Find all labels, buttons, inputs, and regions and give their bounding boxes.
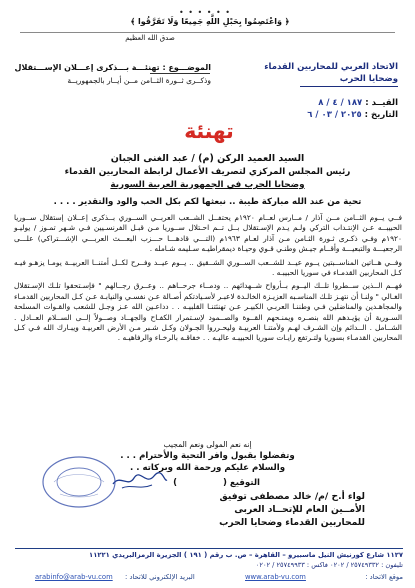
ref-label: القيــد : [365,98,398,108]
greeting: تحية من عند الله مباركة طيبة .. نبعثها لكم بكل الحب والود والتقدير . . . . [53,197,362,207]
paragraph-3: فهــم الــذين ســطروا تلــك اليــوم بــأرواح شــهدائهم .. ودمــاء جرحــاهم .. وعــرق رجــالهم " فإسـتحقوا تلـك الإسـتقلال الغـالي " ولنـا أن نتهـز تلـك المناسـبه العزيـزة الخالـدة لاعبـر لأسـيادتكم أصـالة عـن نفسـي والنيابـة عـن كـل المحاربين القدمـاء والمجاهـدين والمناضلين فـي وطننـا العربـي الكبيـر عـن تهنئتنـا القلبيـه . . دداعـين الله عـز وجـل للشعب والقـوات المسلحة السـورية أن يؤيـدهم الله بنصـره ويمنـحهم القــوة والصــمود لإسـتمرار الكفـاح والجهــاد وصــولاً إلــى الســلام العــادل . الشــامل . الــدائم وإن الشـرف لهـم ولأمتنـا العربيـة وليحـرروا الجـولان وكـل شـبر مـن الأرض العربيـة ويبـارك الله فـي كـل المحاربين القدمـاء بسوريا ولتـرتفع رايـات سوريا الحبيبـه عاليـه . . خفاقـه بالرخـاء والرفاهيـه . [14,281,402,343]
closing-line1: إنه نعم المولى ونعم المجيب [163,440,252,449]
body-text [14,213,402,344]
org-name-line1: الاتحاد العربي للمحاربين القدماء [264,62,398,72]
paragraph-1: فــي يــوم الثــامن مــن آذار / مــارس لعــام ١٩٢٠م يحتفــل الشــعب العربــي الســوري بــذكرى إعــلان إستقلال ســوريا الحبيبــه عـن الإنتـداب التركي ولـم يـدم الإسـتقلال بــل تــم احـتلال ســوريا مـن قبـل الفرنسـيين فـي شـهر تمـوز / يوليـو ١٩٢٠م وفـي ذكـرى ثـورة الثـامن مـن آذار لعـام ١٩٦٣م (التـــي قادهـــا حـــزب البعـــث العربـــي الإشـــتراكي) علـــى الرجعيـــة والتبعيـــة وأقــام جيـش وطنـي قـوي وحيـاة ديمقراطيـه سـليمه شـامله . [14,213,402,254]
org-name-line2: وضحايا الحرب [339,74,398,84]
subject-label: الموضـــوع : [162,63,211,72]
signer-line2: الأمــين العام للإتحــاد العربى [234,504,365,515]
email-link[interactable]: arabinfo@arab-vu.com [35,573,113,581]
signer-line3: للمحاربين القدماء وضحايا الحرب [219,517,365,528]
subject-underline [150,73,210,74]
quran-verse: ﴿ وَاعْتَصِمُوا بِحَبْلِ اللَّهِ جَمِيعًا وَلَا تَفَرَّقُوا ﴾ [130,17,290,26]
signature-close: ) [173,478,177,488]
subject-line2: وذكــرى ثــورة الثــامن مــن أيــار بالجمهوريــة [67,76,211,85]
email-label: البريد الإلكتروني للاتحاد : [125,573,195,581]
banner-ornament: • • • • • • [178,8,232,17]
org-name-underline [300,86,398,87]
date-value: ٢٠٢٥ / ٠٣ / ٦ [307,110,362,120]
signer-line1: لواء أ.ح /م/ خالد مصطفى توفيق [219,491,365,502]
ref-value: ١٨٧ / ٤ / ٨ [318,98,363,108]
date-row [250,110,398,121]
recipient-line2: رئيس المجلس المركزي لتصريف الأعمال لرابطة المحاربين القدماء [64,167,351,177]
closing-line3: والسلام عليكم ورحمة الله وبركاته . . [129,463,286,473]
recipient-line1: السيد العميد الركن (م) / عبد الغنى الجبان [110,153,305,164]
signature-label: التوقيع ( [223,478,260,488]
subject-line1 [16,62,211,73]
paragraph-2: وفــي هــاتين المناســبتين يــوم عيــد للشــعب الســوري الشــقيق .. يــوم عيــد وفــرح لكــل أمتنــا العربيــة يومـا يزهـو فيـه كـل المحاربين القدمـاء في سوريا الحبيبـه . [14,257,402,278]
website-label: موقع الاتحاد : [365,573,403,581]
footer-links-row [15,572,403,583]
footer-address: ١١٢٧ شارع كورنيش النيل ماسبيرو – القاهرة – ص. ب رقم ( ١٩١ ) الجزيرة الرمزالبريدي ١١٢٢١ [89,551,403,559]
website-link[interactable]: www.arab-vu.com [245,573,306,581]
closing-line2: وتفضلوا بقبول وافر التحية والأحترام . . . [120,451,295,461]
official-stamp [40,454,118,510]
date-label: التاريخ : [364,110,398,120]
subject-text-1: تهنئـــة بـــذكرى إعـــلان الإســـتقلال [14,63,160,72]
title-tahnia: تهنئة [184,119,234,143]
recipient-line3: وضحايا الحرب في الجمهورية العربية السورية [110,180,305,190]
footer-phones: تليفون : ٢٥٧٤٩٣٣٢ / ٠٢٠٢ فاكس : ٢٥٧٤٩٩٣٣ / ٠٢٠٢ [255,561,403,569]
ref-row [250,98,398,109]
handwritten-signature [110,470,170,492]
verse-source: صدق الله العظيم [125,34,175,42]
